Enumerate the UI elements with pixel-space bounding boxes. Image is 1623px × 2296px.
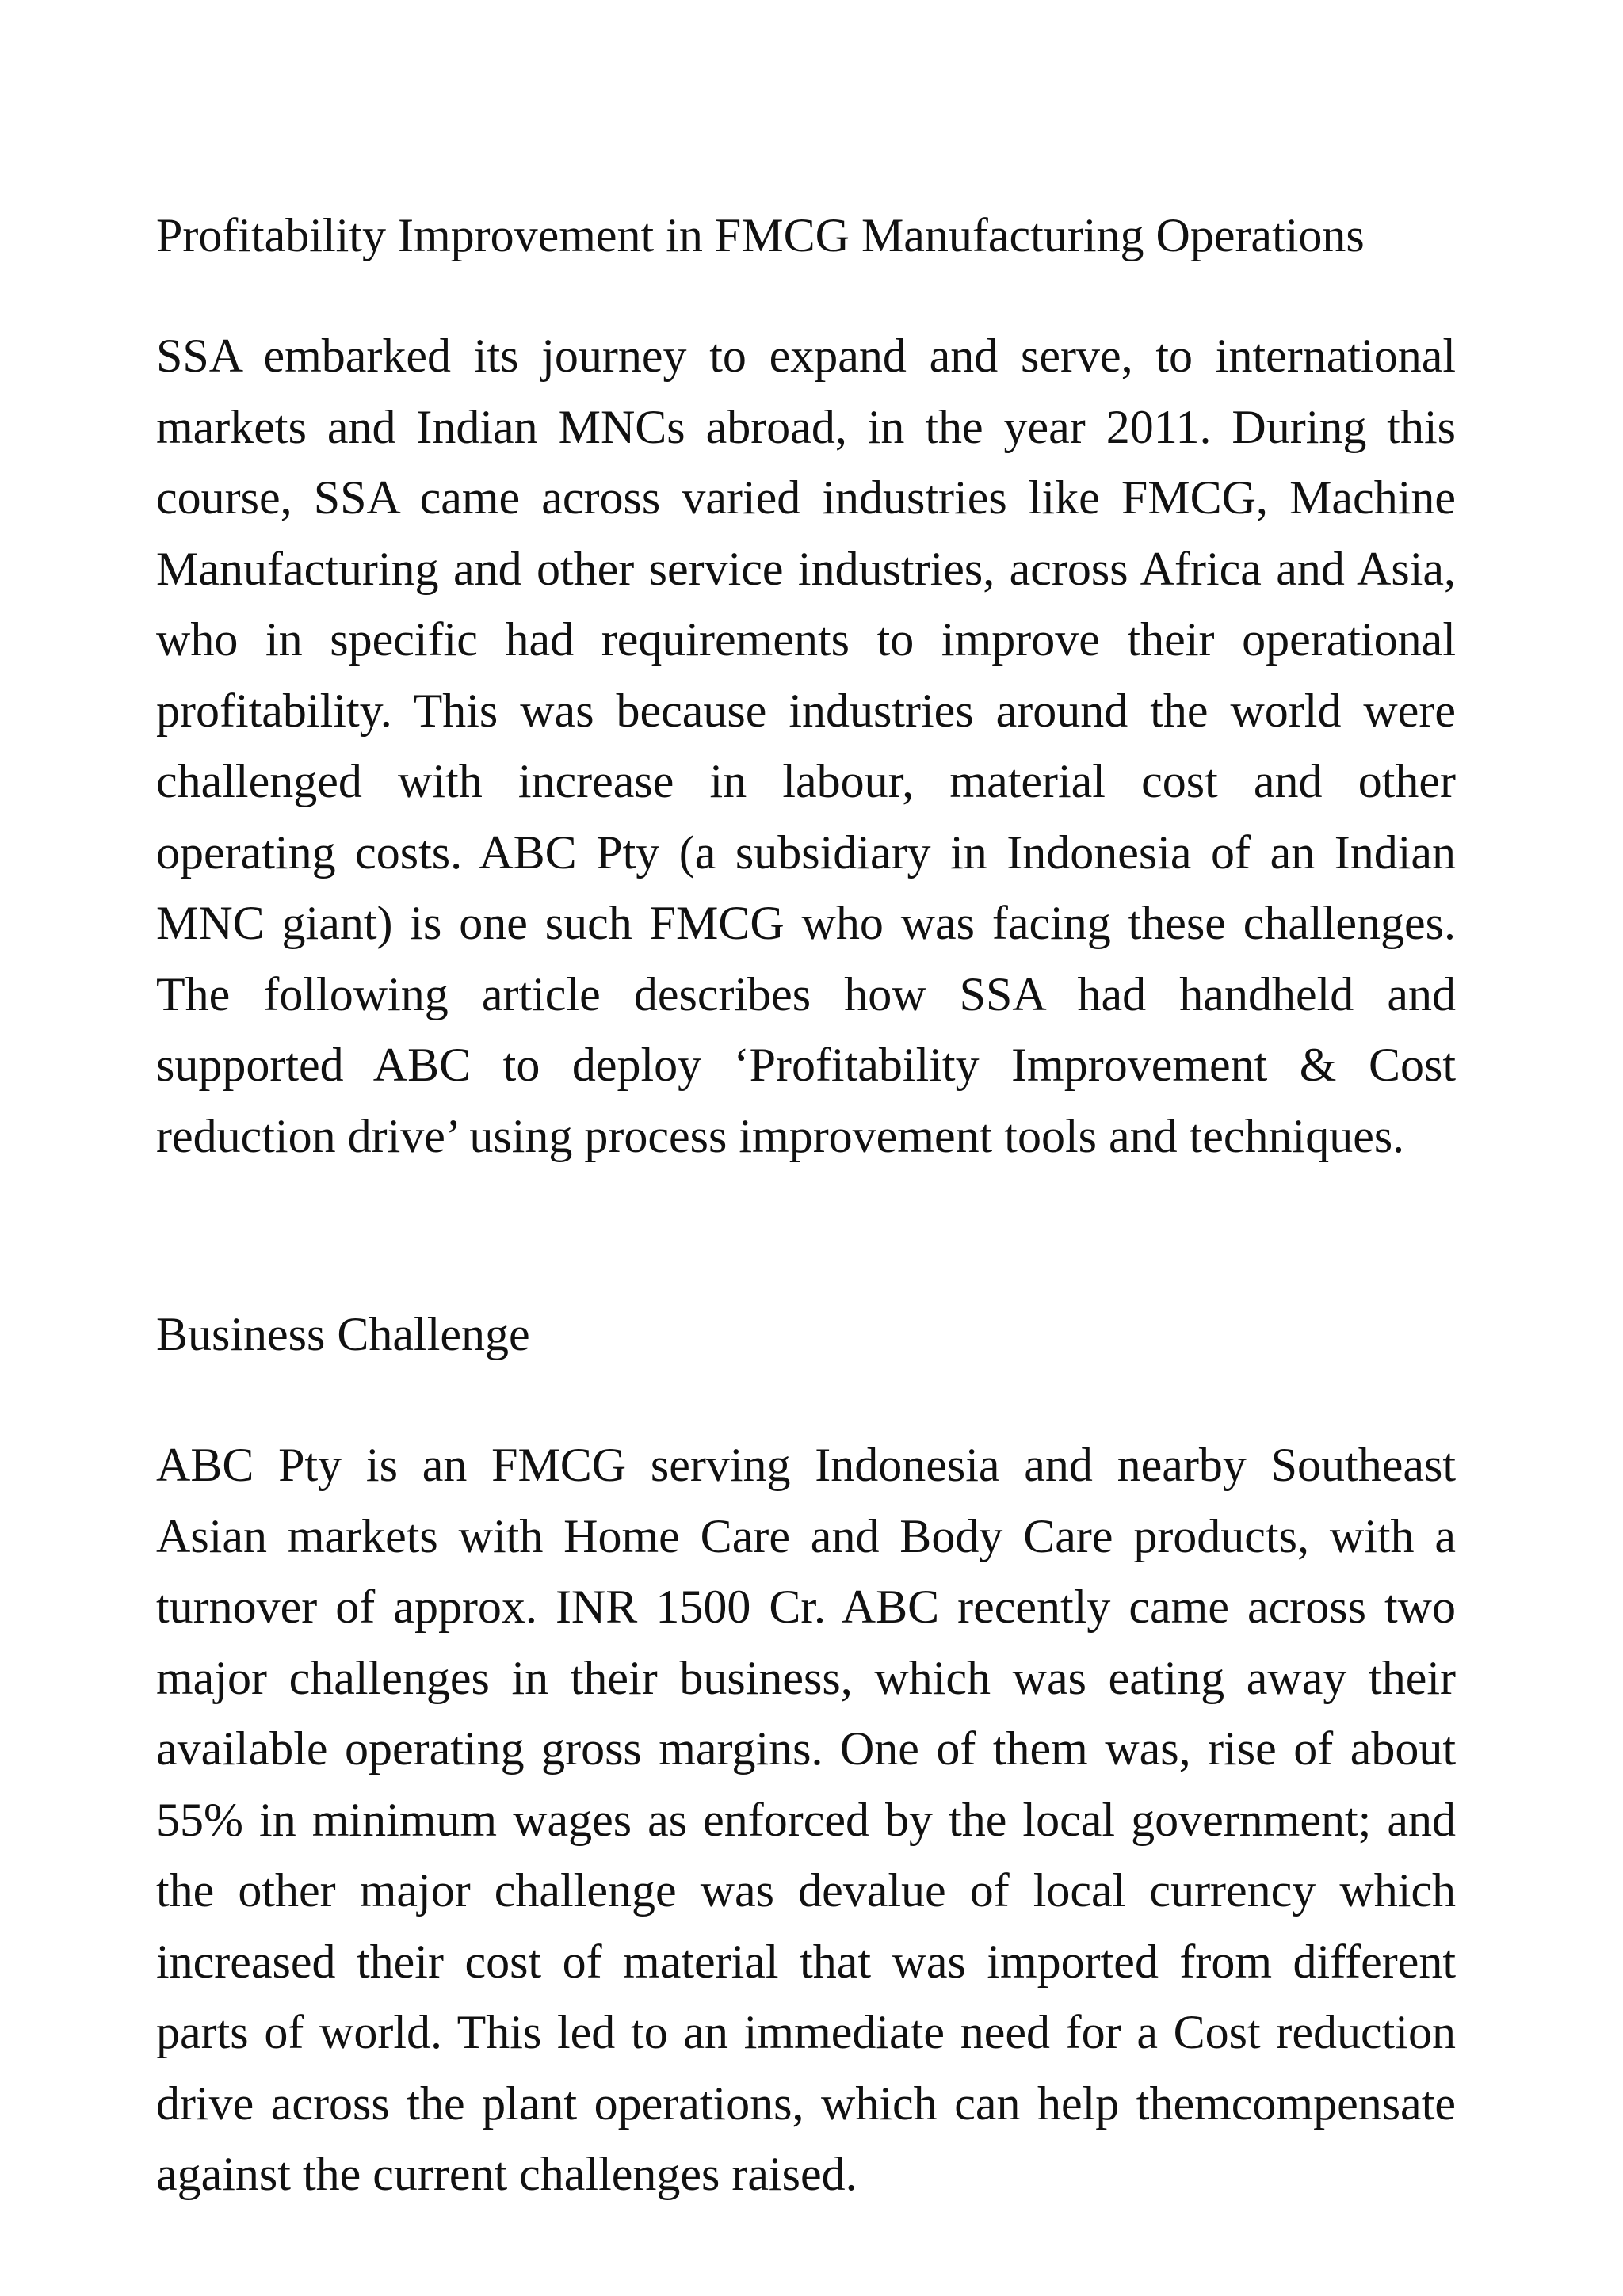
business-challenge-paragraph: ABC Pty is an FMCG serving Indonesia and nearby Southeast Asian markets with Home Care and Body Care products, with a turnover of approx. INR 1500 Cr. ABC recently came across two major challenges in their business, which was eating away their available operating gross margins. One of them was, rise of about 55% in minimum wages as enforced by the local government; and the other major challenge was devalue of local currency which increased their cost of material that was imported from different parts of world. This led to an immediate need for a Cost reduction drive across the plant operations, which can help themcompensate against the current challenges raised. bbox=[156, 1439, 1456, 2200]
section-heading-business-challenge: Business Challenge bbox=[156, 1308, 530, 1360]
intro-paragraph: SSA embarked its journey to expand and serve, to international markets and Indian MNCs abroad, in the year 2011. During this course, SSA came across varied industries like FMCG, Machine Manufacturing and other service industries, across Africa and Asia, who in specific had requirements to improve their operational profitability. This was because industries around the world were challenged with increase in labour, material cost and other operating costs. ABC Pty (a subsidiary in Indonesia of an Indian MNC giant) is one such FMCG who was facing these challenges. The following article describes how SSA had handheld and supported ABC to deploy ‘Profitability Improvement & Cost reduction drive’ using process improvement tools and techniques. bbox=[156, 330, 1456, 1162]
document-title: Profitability Improvement in FMCG Manufacturing Operations bbox=[156, 209, 1365, 261]
